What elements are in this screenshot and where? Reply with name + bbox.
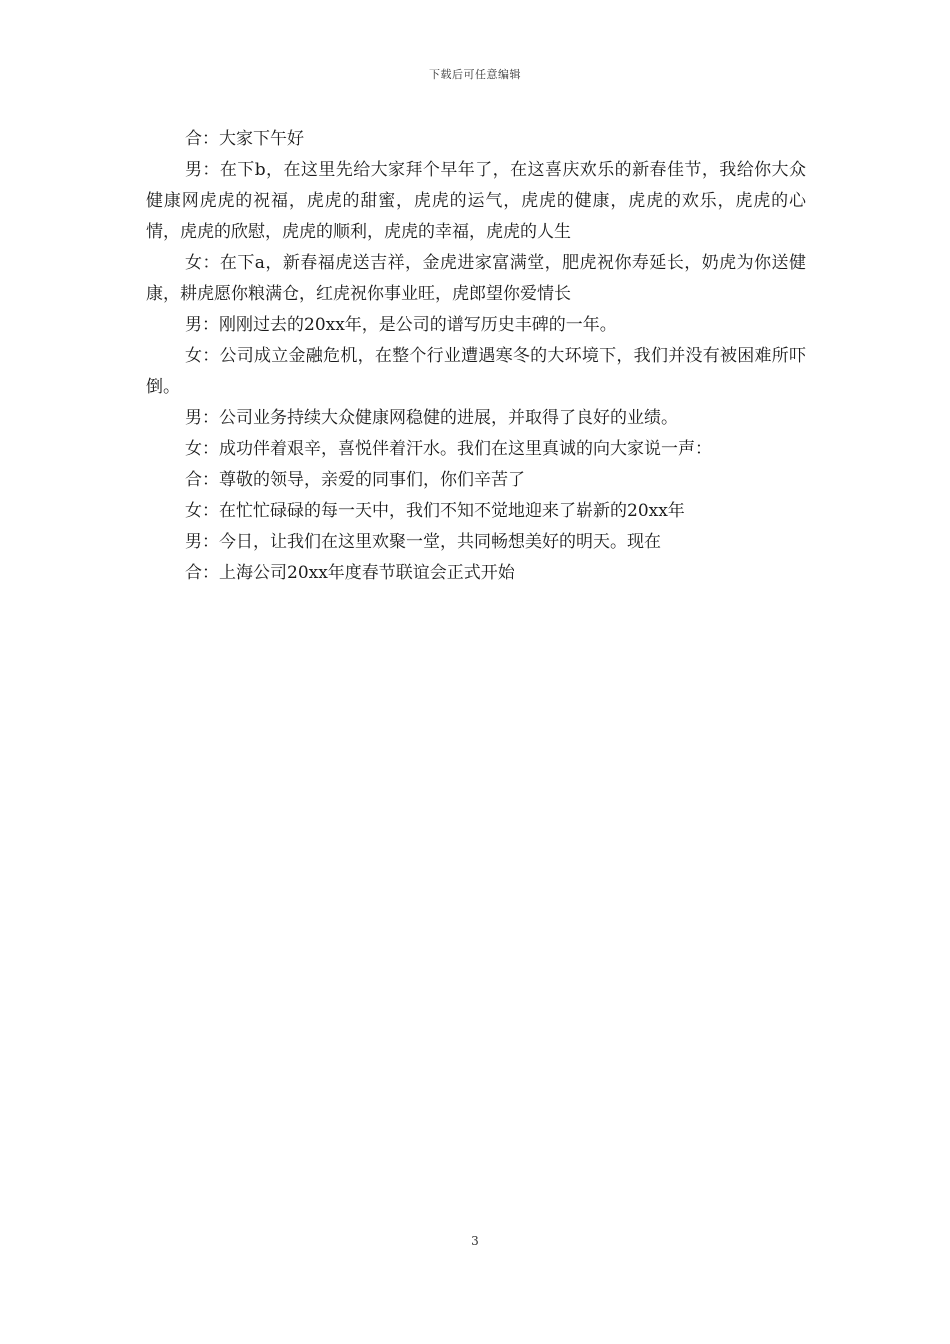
page-number: 3 <box>471 1234 479 1248</box>
paragraph-2: 男：在下b，在这里先给大家拜个早年了，在这喜庆欢乐的新春佳节，我给你大众健康网虎虎的祝福，虎虎的甜蜜，虎虎的运气，虎虎的健康，虎虎的欢乐，虎虎的心情，虎虎的欣慰，虎虎的顺利，虎虎的幸福，虎虎的人生 <box>146 160 806 242</box>
document-body <box>146 124 806 589</box>
paragraph-5: 女：公司成立金融危机，在整个行业遭遇寒冬的大环境下，我们并没有被困难所吓倒。 <box>146 346 806 397</box>
paragraph-11: 合：上海公司20xx年度春节联谊会正式开始 <box>185 563 515 583</box>
page-header-note: 下载后可任意编辑 <box>429 68 521 81</box>
paragraph-3: 女：在下a，新春福虎送吉祥，金虎进家富满堂，肥虎祝你寿延长，奶虎为你送健康，耕虎愿你粮满仓，红虎祝你事业旺，虎郎望你爱情长 <box>146 253 806 304</box>
paragraph-8: 合：尊敬的领导，亲爱的同事们，你们辛苦了 <box>185 470 525 490</box>
paragraph-6: 男：公司业务持续大众健康网稳健的进展，并取得了良好的业绩。 <box>185 408 678 428</box>
paragraph-9: 女：在忙忙碌碌的每一天中，我们不知不觉地迎来了崭新的20xx年 <box>185 501 685 521</box>
paragraph-4: 男：刚刚过去的20xx年，是公司的谱写历史丰碑的一年。 <box>185 315 617 335</box>
paragraph-1: 合：大家下午好 <box>185 129 304 149</box>
paragraph-10: 男：今日，让我们在这里欢聚一堂，共同畅想美好的明天。现在 <box>185 532 661 552</box>
paragraph-7: 女：成功伴着艰辛，喜悦伴着汗水。我们在这里真诚的向大家说一声： <box>185 439 712 459</box>
